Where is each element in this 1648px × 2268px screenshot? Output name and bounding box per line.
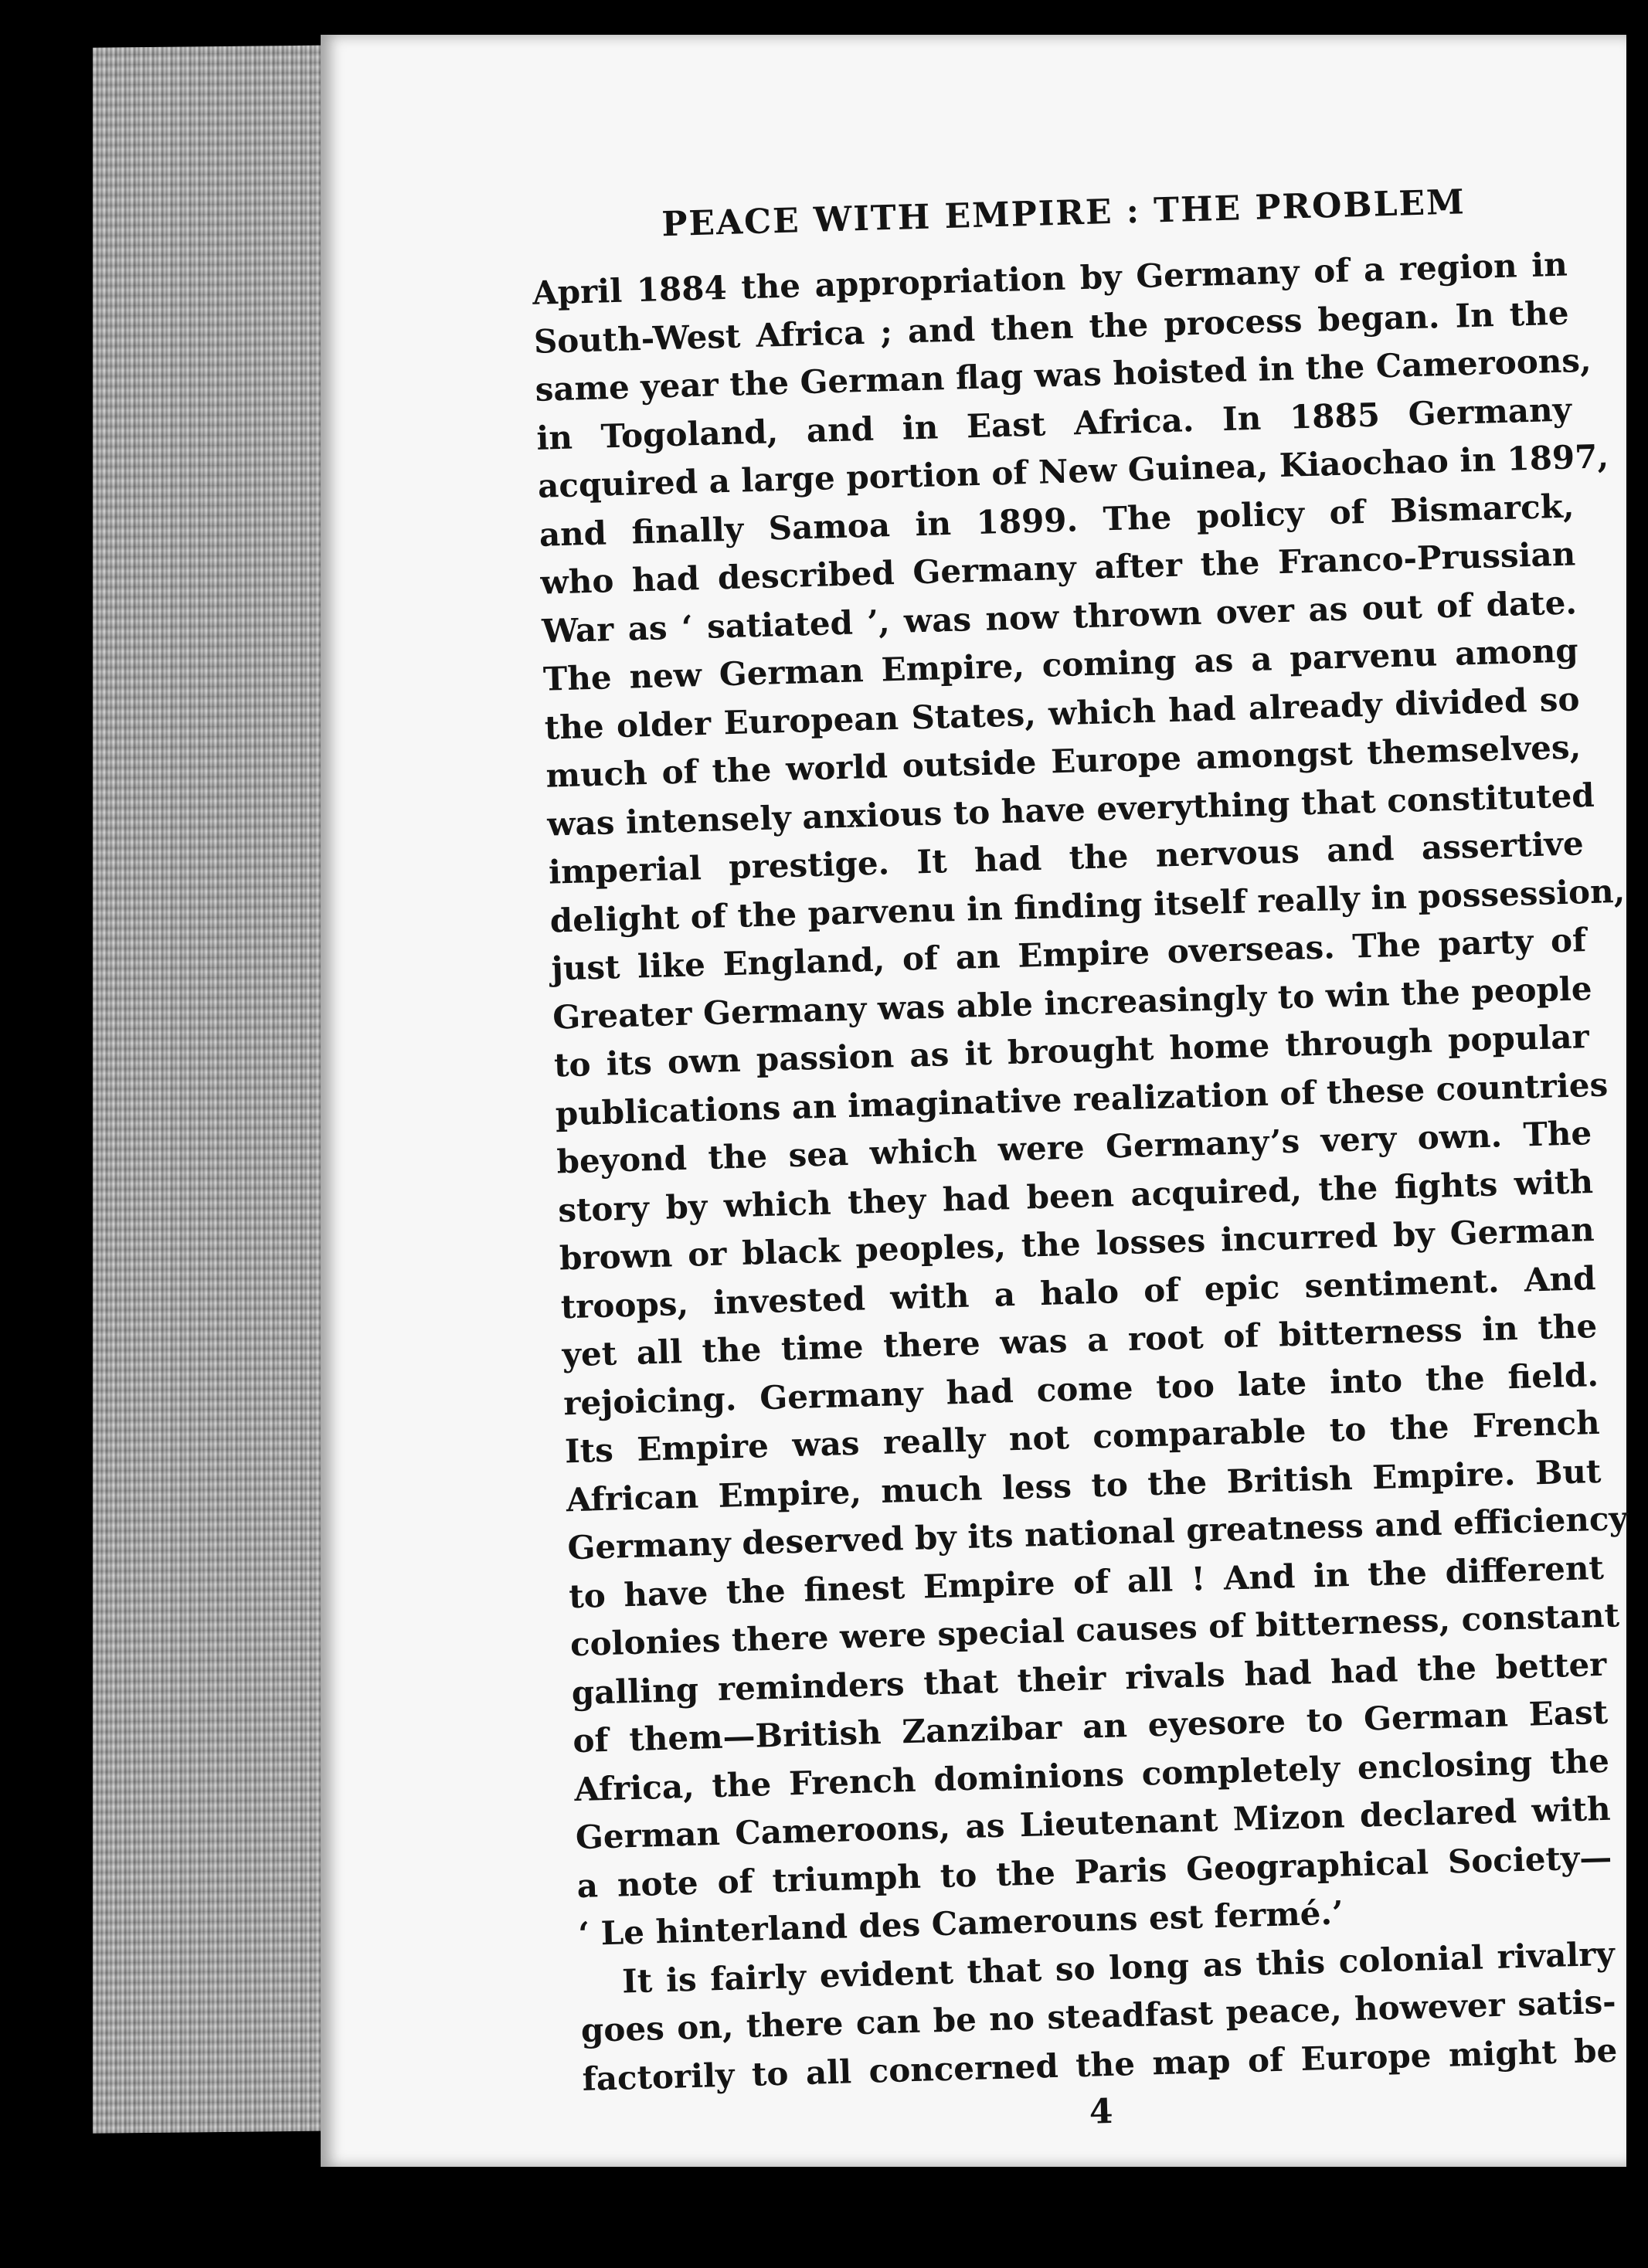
text-line: just like England, of an Empire overseas. The party of xyxy=(550,921,1587,988)
text-line: South-West Africa ; and then the process began. In the xyxy=(533,294,1570,361)
text-line: The new German Empire, coming as a parvenu among xyxy=(542,631,1579,698)
text-line: story by which they had been acquired, the fights with xyxy=(557,1162,1594,1229)
paragraph-2 xyxy=(579,1930,1618,2103)
text-line: acquired a large portion of New Guinea, Kiaochao in 1897, xyxy=(537,437,1609,505)
text-line: of them—British Zanzibar an eyesore to German East xyxy=(572,1693,1609,1760)
text-line: brown or black peoples, the losses incurred by German xyxy=(559,1210,1595,1278)
text-line: yet all the time there was a root of bitterness in the xyxy=(561,1307,1598,1374)
text-line: was intensely anxious to have everything that constituted xyxy=(546,776,1595,844)
text-line: and finally Samoa in 1899. The policy of Bismarck, xyxy=(539,486,1575,554)
text-line: in Togoland, and in East Africa. In 1885 Germany xyxy=(535,389,1572,457)
text-line: April 1884 the appropriation by Germany of a region in xyxy=(532,245,1568,312)
running-head: PEACE WITH EMPIRE : THE PROBLEM xyxy=(661,182,1466,245)
text-line: It is fairly evident that so long as this colonial rivalry xyxy=(621,1934,1616,2001)
text-line: same year the German flag was hoisted in the Cameroons, xyxy=(534,341,1592,409)
page-number: 4 xyxy=(1089,2091,1114,2132)
text-line: ‘ Le hinterland des Camerouns est fermé.’ xyxy=(577,1893,1344,1954)
paragraph-1 xyxy=(532,241,1629,1959)
text-line: War as ‘ satiated ’, was now thrown over as out of date. xyxy=(541,582,1578,650)
text-line: German Cameroons, as Lieutenant Mizon declared with xyxy=(575,1789,1612,1857)
book-page xyxy=(321,35,1629,2167)
text-line: rejoicing. Germany had come too late into the field. xyxy=(562,1355,1599,1422)
text-line: factorily to all concerned the map of Europe might be xyxy=(582,2031,1618,2098)
text-line: goes on, there can be no steadfast peace, however satis- xyxy=(580,1982,1617,2050)
page-content xyxy=(529,149,1629,2146)
text-line: galling reminders that their rivals had had the better xyxy=(571,1645,1607,1712)
text-line: troops, invested with a halo of epic sentiment. And xyxy=(560,1258,1596,1326)
text-line: Its Empire was really not comparable to the French xyxy=(564,1403,1601,1471)
text-line: much of the world outside Europe amongst themselves, xyxy=(545,728,1582,795)
text-line: African Empire, much less to the British Empire. But xyxy=(566,1451,1602,1519)
stacked-page-edges xyxy=(93,45,348,2133)
text-line: delight of the parvenu in finding itself really in possession, xyxy=(549,871,1626,940)
text-line: to its own passion as it brought home through popular xyxy=(553,1017,1590,1085)
text-line: publications an imaginative realization of these countries xyxy=(555,1064,1609,1133)
text-line: who had described Germany after the Franco-Prussian xyxy=(539,535,1576,602)
text-line: a note of triumph to the Paris Geographical Society— xyxy=(576,1838,1612,1905)
text-line: Greater Germany was able increasingly to win the people xyxy=(552,969,1593,1037)
text-line: to have the finest Empire of all ! And in the different xyxy=(568,1548,1605,1615)
text-line: the older European States, which had already divided so xyxy=(544,679,1581,747)
text-line: beyond the sea which were Germany’s very own. The xyxy=(556,1114,1592,1181)
text-line: Germany deserved by its national greatness and efficiency xyxy=(566,1499,1629,1567)
text-line: Africa, the French dominions completely enclosing the xyxy=(573,1741,1610,1808)
text-line: colonies there were special causes of bitterness, constant xyxy=(569,1596,1620,1664)
text-line: imperial prestige. It had the nervous and assertive xyxy=(548,824,1585,891)
